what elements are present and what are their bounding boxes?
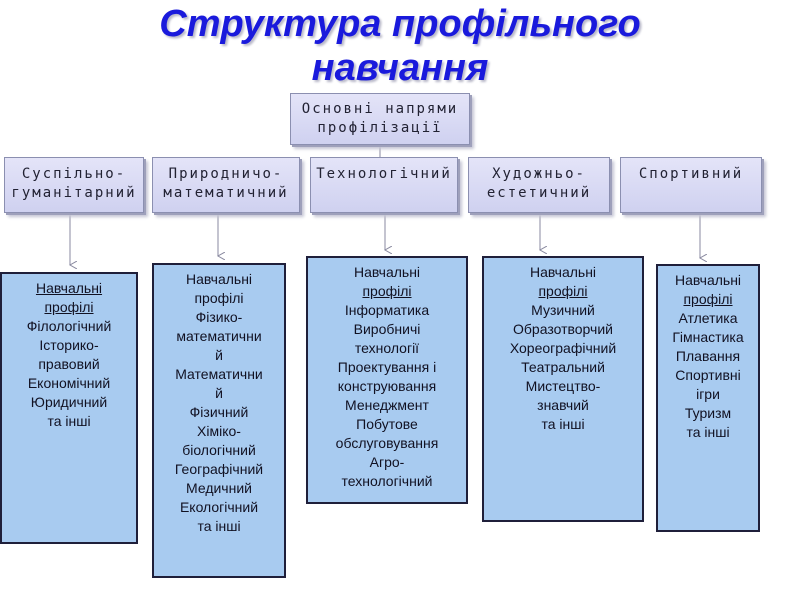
profile-item: Екологічний: [179, 499, 259, 515]
profiles-box-2: [152, 263, 286, 578]
profile-item: правовий: [38, 356, 100, 372]
profile-item: Атлетика: [678, 310, 738, 326]
root-box: [290, 93, 470, 145]
profile-item: Агро-: [369, 454, 405, 470]
profiles-heading: профілі: [194, 290, 244, 306]
profiles-heading: Навчальні: [674, 272, 742, 288]
profile-item: Спортивні: [675, 367, 741, 383]
profile-item: технологічний: [341, 473, 433, 489]
profile-item: Хореографічний: [509, 340, 617, 356]
profile-item: біологічний: [182, 442, 256, 458]
profile-item: Юридичний: [30, 394, 108, 410]
profile-item: Хіміко-: [197, 423, 241, 439]
profile-item: й: [215, 385, 223, 401]
profile-item: Фізичний: [189, 404, 249, 420]
profile-item: та інші: [197, 518, 241, 534]
profile-item: Економічний: [27, 375, 111, 391]
category-pryrodnycho-matematychnyi: [152, 157, 300, 213]
category-line-1: Природничо-: [168, 166, 284, 182]
category-tekhnolohichnyi: [310, 157, 458, 213]
category-line-1: Спортивний: [638, 166, 744, 182]
category-line-2: гуманітарний: [11, 185, 137, 201]
profiles-box-4: [482, 256, 644, 522]
category-line-1: Суспільно-: [21, 166, 127, 182]
profile-item: й: [215, 347, 223, 363]
profiles-box-1: [0, 272, 138, 544]
profile-item: Гімнастика: [672, 329, 744, 345]
profiles-heading: Навчальні: [35, 280, 103, 296]
profile-item: Театральний: [521, 359, 605, 375]
profile-item: Інформатика: [344, 302, 430, 318]
profiles-heading: Навчальні: [185, 271, 253, 287]
profile-item: Географічний: [174, 461, 264, 477]
category-suspilno-humanitarnyi: [4, 157, 144, 213]
profile-item: Математични: [175, 366, 263, 382]
profile-item: Виробничі: [353, 321, 421, 337]
profile-item: Медичний: [186, 480, 252, 496]
profiles-heading: профілі: [538, 283, 588, 299]
profile-item: Менеджмент: [345, 397, 429, 413]
profile-item: Побутове: [356, 416, 418, 432]
title-line-1: Структура профільного: [159, 3, 641, 45]
profile-item: ігри: [696, 386, 720, 402]
profile-item: Музичний: [531, 302, 595, 318]
profile-item: Образотворчий: [513, 321, 613, 337]
profile-item: обслуговування: [335, 435, 439, 451]
profiles-box-3: [306, 256, 468, 504]
category-line-1: Художньо-: [492, 166, 586, 182]
profile-item: Фізико-: [195, 309, 243, 325]
category-line-2: естетичний: [486, 185, 592, 201]
category-line-2: математичний: [163, 185, 289, 201]
profiles-box-5: [656, 264, 760, 532]
title-line-2: навчання: [311, 47, 489, 89]
profiles-heading: профілі: [362, 283, 412, 299]
profile-item: та інші: [541, 416, 585, 432]
profile-item: та інші: [47, 413, 91, 429]
root-line-1: Основні напрями: [301, 101, 459, 117]
profile-item: технології: [354, 340, 420, 356]
profiles-heading: Навчальні: [353, 264, 421, 280]
profile-item: знавчий: [537, 397, 589, 413]
profile-item: Проектування і: [337, 359, 437, 375]
profiles-heading: профілі: [683, 291, 733, 307]
profile-item: Філологічний: [26, 318, 112, 334]
profile-item: Туризм: [684, 405, 732, 421]
category-line-1: Технологічний: [316, 166, 452, 182]
profiles-heading: Навчальні: [529, 264, 597, 280]
profiles-heading: профілі: [44, 299, 94, 315]
category-sportyvnyi: [620, 157, 762, 213]
profile-item: Плавання: [675, 348, 741, 364]
profile-item: та інші: [686, 424, 730, 440]
profile-item: конструювання: [337, 378, 437, 394]
profile-item: математични: [176, 328, 262, 344]
category-khudozhno-estetychnyi: [468, 157, 610, 213]
profile-item: Історико-: [39, 337, 99, 353]
profile-item: Мистецтво-: [525, 378, 601, 394]
root-line-2: профілізації: [317, 120, 443, 136]
